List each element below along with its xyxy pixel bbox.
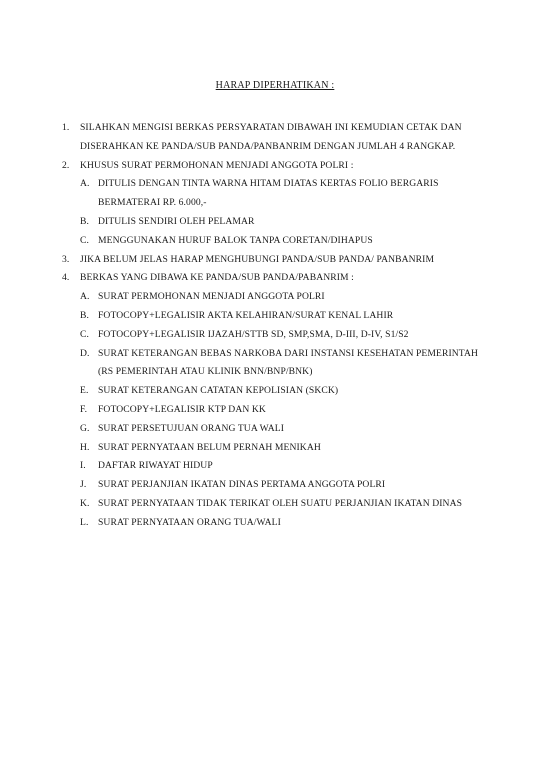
sub-item-text: DITULIS DENGAN TINTA WARNA HITAM DIATAS KERTAS FOLIO BERGARIS BERMATERAI RP. 6.000,- (98, 178, 439, 209)
sub-item-letter: B. (80, 215, 89, 227)
sub-item-letter: A. (80, 178, 90, 190)
item-text: BERKAS YANG DIBAWA KE PANDA/SUB PANDA/PABANRIM : (80, 272, 354, 284)
sub-item-text: SURAT PERNYATAAN ORANG TUA/WALI (98, 516, 281, 528)
sub-list-item (62, 213, 482, 232)
sub-item-letter: L. (80, 516, 89, 528)
sub-list-item (62, 382, 482, 401)
list-item (62, 251, 482, 270)
sub-item-letter: E. (80, 385, 89, 397)
list-item (62, 157, 482, 176)
sub-item-text: MENGGUNAKAN HURUF BALOK TANPA CORETAN/DIHAPUS (98, 234, 373, 246)
sub-list-item (62, 401, 482, 420)
sub-item-text: SURAT KETERANGAN CATATAN KEPOLISIAN (SKCK) (98, 385, 339, 397)
sub-list-item (62, 175, 482, 213)
item-number: 2. (62, 159, 70, 171)
sub-item-text: DAFTAR RIWAYAT HIDUP (98, 460, 213, 472)
item-text: SILAHKAN MENGISI BERKAS PERSYARATAN DIBAWAH INI KEMUDIAN CETAK DAN DISERAHKAN KE PANDA/SUB PANDA/PANBANRIM DENGAN JUMLAH 4 RANGKAP. (80, 122, 462, 152)
list-item (62, 269, 482, 288)
sub-item-text: SURAT PERSETUJUAN ORANG TUA WALI (98, 422, 285, 434)
sub-item-letter: I. (80, 460, 86, 472)
sub-list-item (62, 495, 482, 514)
sub-item-letter: B. (80, 309, 89, 321)
sub-item-letter: C. (80, 234, 89, 246)
sub-item-letter: J. (80, 479, 87, 491)
sub-list-item (62, 514, 482, 533)
sub-item-text: DITULIS SENDIRI OLEH PELAMAR (98, 215, 255, 227)
sub-list-item (62, 457, 482, 476)
sub-item-letter: C. (80, 328, 89, 340)
sub-item-letter: A. (80, 291, 90, 303)
sub-item-text: FOTOCOPY+LEGALISIR KTP DAN KK (98, 403, 266, 415)
sub-list-item (62, 307, 482, 326)
sub-list-item (62, 476, 482, 495)
sub-item-letter: K. (80, 497, 90, 509)
sub-list-item (62, 326, 482, 345)
sub-list-item (62, 288, 482, 307)
sub-list-item (62, 420, 482, 439)
instruction-list (62, 119, 482, 533)
sub-item-text: SURAT PERJANJIAN IKATAN DINAS PERTAMA ANGGOTA POLRI (98, 479, 386, 491)
list-item (62, 119, 482, 157)
sub-item-letter: G. (80, 422, 90, 434)
sub-item-text: SURAT KETERANGAN BEBAS NARKOBA DARI INSTANSI KESEHATAN PEMERINTAH (RS PEMERINTAH ATAU KLINIK BNN/BNP/BNK) (98, 347, 479, 378)
sub-item-text: FOTOCOPY+LEGALISIR AKTA KELAHIRAN/SURAT KENAL LAHIR (98, 309, 394, 321)
item-number: 3. (62, 253, 70, 265)
sub-list-item (62, 439, 482, 458)
sub-item-text: SURAT PERNYATAAN BELUM PERNAH MENIKAH (98, 441, 321, 453)
item-number: 4. (62, 272, 70, 284)
item-text: KHUSUS SURAT PERMOHONAN MENJADI ANGGOTA POLRI : (80, 159, 354, 171)
sub-item-letter: D. (80, 347, 90, 359)
page-title: HARAP DIPERHATIKAN : (215, 80, 335, 91)
sub-item-text: SURAT PERMOHONAN MENJADI ANGGOTA POLRI (98, 291, 325, 303)
sub-item-letter: H. (80, 441, 90, 453)
sub-list-item (62, 232, 482, 251)
sub-list-item (62, 345, 482, 383)
item-text: JIKA BELUM JELAS HARAP MENGHUBUNGI PANDA/SUB PANDA/ PANBANRIM (80, 253, 435, 265)
sub-item-letter: F. (80, 403, 88, 415)
sub-item-text: SURAT PERNYATAAN TIDAK TERIKAT OLEH SUATU PERJANJIAN IKATAN DINAS (98, 497, 463, 509)
item-number: 1. (62, 122, 70, 133)
sub-item-text: FOTOCOPY+LEGALISIR IJAZAH/STTB SD, SMP,SMA, D-III, D-IV, S1/S2 (98, 328, 409, 340)
